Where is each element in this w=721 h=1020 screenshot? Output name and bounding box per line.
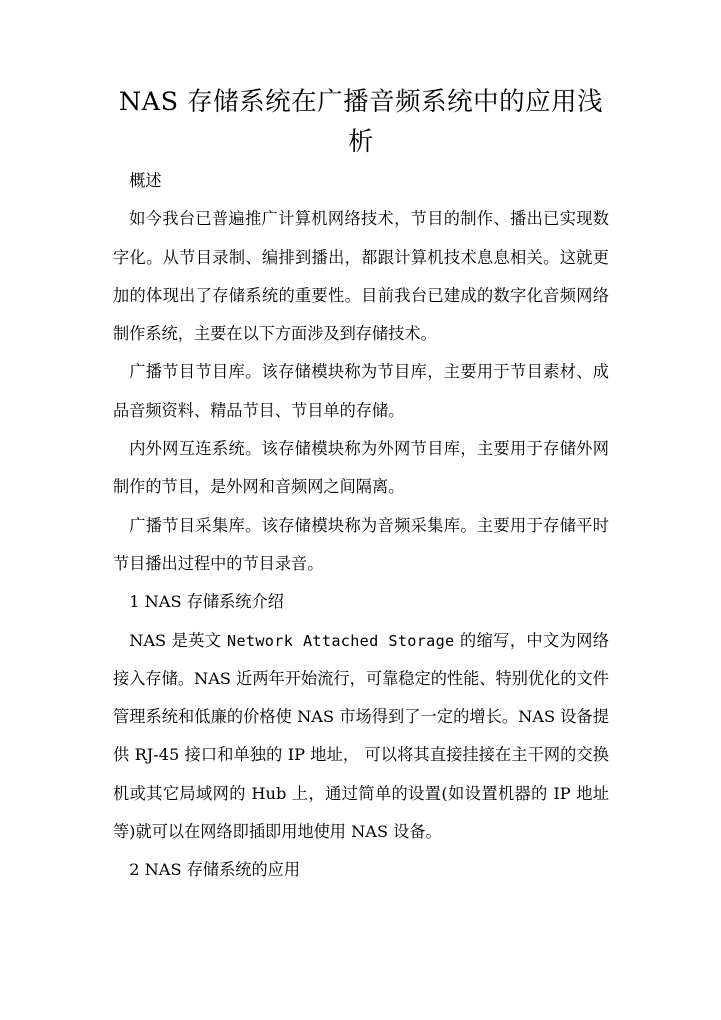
document-body	[113, 162, 609, 890]
section-1-heading: 1 NAS 存储系统介绍	[129, 592, 284, 612]
inline-text: NAS 是英文	[129, 630, 228, 650]
acquisition-library-paragraph: 广播节目采集库。该存储模块称为音频采集库。主要用于存储平时节目播出过程中的节目录音。	[113, 515, 609, 573]
network-interconnect-paragraph: 内外网互连系统。该存储模块称为外网节目库，主要用于存储外网制作的节目，是外网和音频网之间隔离。	[113, 439, 609, 497]
nas-introduction-paragraph	[113, 622, 609, 852]
page-title	[113, 0, 609, 162]
overview-heading: 概述	[129, 171, 162, 190]
document-content	[113, 0, 609, 890]
program-library-paragraph: 广播节目节目库。该存储模块称为节目库，主要用于节目素材、成品音频资料、精品节目、节目单的存储。	[113, 362, 609, 420]
inline-monospace-text: Network Attached Storage	[227, 631, 455, 650]
page-title-text: NAS 存储系统在广播音频系统中的应用浅析	[118, 87, 604, 157]
overview-paragraph: 如今我台已普遍推广计算机网络技术，节目的制作、播出已实现数字化。从节目录制、编排到播出，都跟计算机技术息息相关。这就更加的体现出了存储系统的重要性。目前我台已建成的数字化音频网络制作系统，主要在以下方面涉及到存储技术。	[113, 209, 609, 344]
inline-text: 的缩写，中文为网络接入存储。NAS 近两年开始流行，可靠稳定的性能、特别优化的文件管理系统和低廉的价格使 NAS 市场得到了一定的增长。NAS 设备提供 RJ-45 接口和单独的 IP 地址， 可以将其直接挂接在主干网的交换机或其它局域网的 Hub 上，通过简单的设置(如设置机器的 IP 地址等)就可以在网络即插即用地使用 NAS 设备。	[113, 630, 609, 842]
section-2-heading: 2 NAS 存储系统的应用	[129, 860, 301, 880]
